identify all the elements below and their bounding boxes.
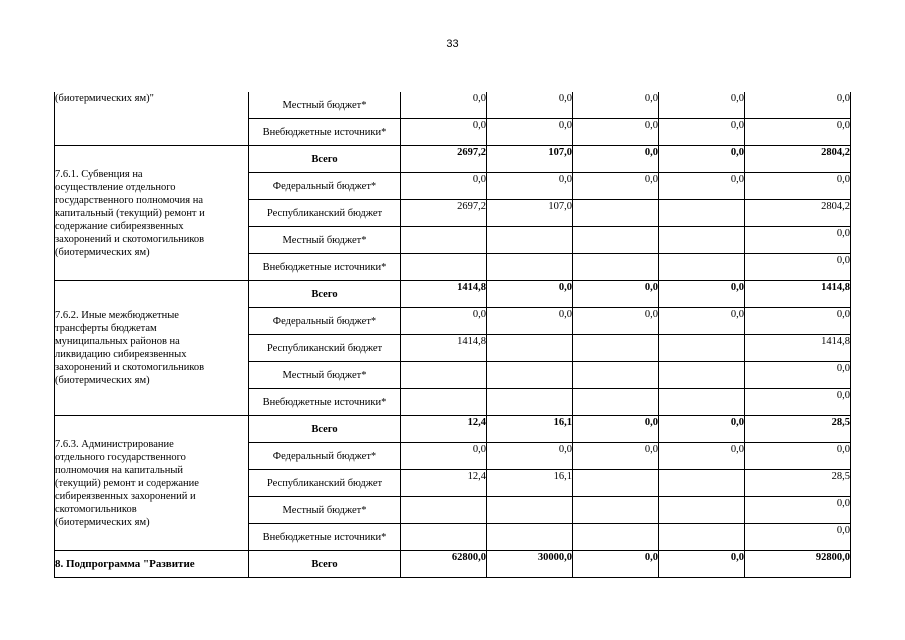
description-line: 8. Подпрограмма "Развитие xyxy=(55,557,195,570)
description-line: (биотермических ям) xyxy=(55,516,150,528)
description-line: (биотермических ям) xyxy=(55,375,150,386)
description-line: трансферты бюджетам xyxy=(55,323,157,334)
amount-cell: 0,0 xyxy=(487,443,573,470)
amount-cell: 0,0 xyxy=(659,281,745,308)
amount-cell: 0,0 xyxy=(659,443,745,470)
amount-cell: 2697,2 xyxy=(401,200,487,227)
amount-cell: 0,0 xyxy=(573,443,659,470)
budget-table xyxy=(54,92,851,578)
description-line: полномочия на капитальный xyxy=(55,464,184,476)
amount-cell xyxy=(573,254,659,281)
activity-description xyxy=(55,551,249,578)
funding-source-cell: Федеральный бюджет* xyxy=(249,173,401,200)
description-line: государственного полномочия на xyxy=(55,194,204,206)
table-row xyxy=(55,92,851,119)
amount-cell: 30000,0 xyxy=(487,551,573,578)
funding-source-cell: Местный бюджет* xyxy=(249,497,401,524)
amount-cell: 28,5 xyxy=(745,470,851,497)
amount-cell: 0,0 xyxy=(659,308,745,335)
amount-cell: 0,0 xyxy=(573,173,659,200)
amount-cell xyxy=(659,254,745,281)
funding-source-cell: Местный бюджет* xyxy=(249,92,401,119)
description-line: (биотермических ям) xyxy=(55,246,150,258)
funding-source-cell: Всего xyxy=(249,551,401,578)
amount-cell xyxy=(659,200,745,227)
funding-source-cell: Внебюджетные источники* xyxy=(249,524,401,551)
amount-cell xyxy=(487,362,573,389)
description-line: капитальный (текущий) ремонт и xyxy=(55,207,205,219)
amount-cell xyxy=(487,227,573,254)
description-line: ликвидацию сибиреязвенных xyxy=(55,349,187,360)
table-row xyxy=(55,416,851,443)
amount-cell: 0,0 xyxy=(745,173,851,200)
amount-cell xyxy=(401,227,487,254)
amount-cell: 0,0 xyxy=(573,551,659,578)
amount-cell: 2804,2 xyxy=(745,200,851,227)
description-line: (биотермических ям)" xyxy=(55,93,154,104)
amount-cell xyxy=(659,497,745,524)
amount-cell: 0,0 xyxy=(573,416,659,443)
amount-cell xyxy=(401,389,487,416)
funding-source-cell: Внебюджетные источники* xyxy=(249,254,401,281)
description-line: содержание сибиреязвенных xyxy=(55,220,184,232)
amount-cell: 0,0 xyxy=(745,497,851,524)
amount-cell xyxy=(401,497,487,524)
amount-cell xyxy=(659,335,745,362)
page-number: 33 xyxy=(446,38,459,50)
amount-cell: 0,0 xyxy=(401,119,487,146)
description-line: захоронений и скотомогильников xyxy=(55,362,205,373)
amount-cell: 0,0 xyxy=(745,119,851,146)
amount-cell: 0,0 xyxy=(573,281,659,308)
amount-cell xyxy=(573,497,659,524)
amount-cell: 1414,8 xyxy=(745,281,851,308)
amount-cell: 2697,2 xyxy=(401,146,487,173)
amount-cell: 0,0 xyxy=(745,254,851,281)
activity-description xyxy=(55,146,249,281)
amount-cell xyxy=(573,200,659,227)
amount-cell: 0,0 xyxy=(401,173,487,200)
amount-cell xyxy=(401,254,487,281)
description-line: сибиреязвенных захоронений и xyxy=(55,490,196,502)
amount-cell xyxy=(573,524,659,551)
activity-description xyxy=(55,416,249,551)
amount-cell xyxy=(659,362,745,389)
description-line: 7.6.2. Иные межбюджетные xyxy=(55,310,179,321)
amount-cell: 1414,8 xyxy=(401,281,487,308)
amount-cell: 16,1 xyxy=(487,416,573,443)
funding-source-cell: Всего xyxy=(249,416,401,443)
amount-cell: 0,0 xyxy=(745,308,851,335)
amount-cell: 62800,0 xyxy=(401,551,487,578)
amount-cell: 0,0 xyxy=(659,416,745,443)
amount-cell: 12,4 xyxy=(401,470,487,497)
funding-source-cell: Местный бюджет* xyxy=(249,362,401,389)
amount-cell: 0,0 xyxy=(745,524,851,551)
amount-cell xyxy=(487,497,573,524)
amount-cell: 0,0 xyxy=(659,551,745,578)
amount-cell: 0,0 xyxy=(659,146,745,173)
description-line: отдельного государственного xyxy=(55,451,186,463)
amount-cell xyxy=(573,335,659,362)
funding-source-cell: Республиканский бюджет xyxy=(249,470,401,497)
amount-cell: 12,4 xyxy=(401,416,487,443)
amount-cell: 0,0 xyxy=(745,362,851,389)
table-row xyxy=(55,281,851,308)
description-line: осуществление отдельного xyxy=(55,181,176,193)
amount-cell xyxy=(659,389,745,416)
funding-source-cell: Федеральный бюджет* xyxy=(249,443,401,470)
description-line: муниципальных районов на xyxy=(55,336,180,347)
amount-cell xyxy=(487,254,573,281)
amount-cell xyxy=(487,524,573,551)
amount-cell: 107,0 xyxy=(487,200,573,227)
funding-source-cell: Республиканский бюджет xyxy=(249,200,401,227)
amount-cell: 16,1 xyxy=(487,470,573,497)
activity-description xyxy=(55,92,249,146)
amount-cell: 28,5 xyxy=(745,416,851,443)
amount-cell xyxy=(487,335,573,362)
amount-cell: 0,0 xyxy=(659,119,745,146)
funding-source-cell: Внебюджетные источники* xyxy=(249,389,401,416)
amount-cell: 0,0 xyxy=(745,389,851,416)
activity-description xyxy=(55,281,249,416)
amount-cell: 107,0 xyxy=(487,146,573,173)
amount-cell: 0,0 xyxy=(745,443,851,470)
description-line: скотомогильников xyxy=(55,503,137,515)
amount-cell xyxy=(573,470,659,497)
description-line: захоронений и скотомогильников xyxy=(55,233,205,245)
amount-cell: 0,0 xyxy=(487,281,573,308)
amount-cell: 0,0 xyxy=(487,92,573,119)
table-row xyxy=(55,551,851,578)
amount-cell: 92800,0 xyxy=(745,551,851,578)
amount-cell: 0,0 xyxy=(659,173,745,200)
amount-cell: 0,0 xyxy=(745,227,851,254)
amount-cell xyxy=(573,362,659,389)
funding-source-cell: Республиканский бюджет xyxy=(249,335,401,362)
amount-cell: 2804,2 xyxy=(745,146,851,173)
amount-cell xyxy=(487,389,573,416)
amount-cell: 0,0 xyxy=(401,443,487,470)
funding-source-cell: Всего xyxy=(249,281,401,308)
amount-cell: 0,0 xyxy=(487,119,573,146)
amount-cell: 0,0 xyxy=(487,308,573,335)
amount-cell: 0,0 xyxy=(401,308,487,335)
amount-cell: 1414,8 xyxy=(745,335,851,362)
amount-cell xyxy=(659,470,745,497)
amount-cell: 0,0 xyxy=(573,146,659,173)
amount-cell: 0,0 xyxy=(573,308,659,335)
description-line: (текущий) ремонт и содержание xyxy=(55,477,199,489)
funding-source-cell: Всего xyxy=(249,146,401,173)
amount-cell xyxy=(659,227,745,254)
amount-cell xyxy=(659,524,745,551)
amount-cell: 0,0 xyxy=(573,92,659,119)
description-line: 7.6.3. Администрирование xyxy=(55,438,174,450)
amount-cell: 0,0 xyxy=(401,92,487,119)
description-line: 7.6.1. Субвенция на xyxy=(55,168,143,180)
table-row xyxy=(55,146,851,173)
amount-cell xyxy=(573,227,659,254)
amount-cell xyxy=(401,524,487,551)
amount-cell: 0,0 xyxy=(487,173,573,200)
amount-cell: 1414,8 xyxy=(401,335,487,362)
amount-cell xyxy=(401,362,487,389)
funding-source-cell: Внебюджетные источники* xyxy=(249,119,401,146)
amount-cell: 0,0 xyxy=(745,92,851,119)
amount-cell: 0,0 xyxy=(573,119,659,146)
funding-source-cell: Федеральный бюджет* xyxy=(249,308,401,335)
amount-cell xyxy=(573,389,659,416)
funding-source-cell: Местный бюджет* xyxy=(249,227,401,254)
amount-cell: 0,0 xyxy=(659,92,745,119)
